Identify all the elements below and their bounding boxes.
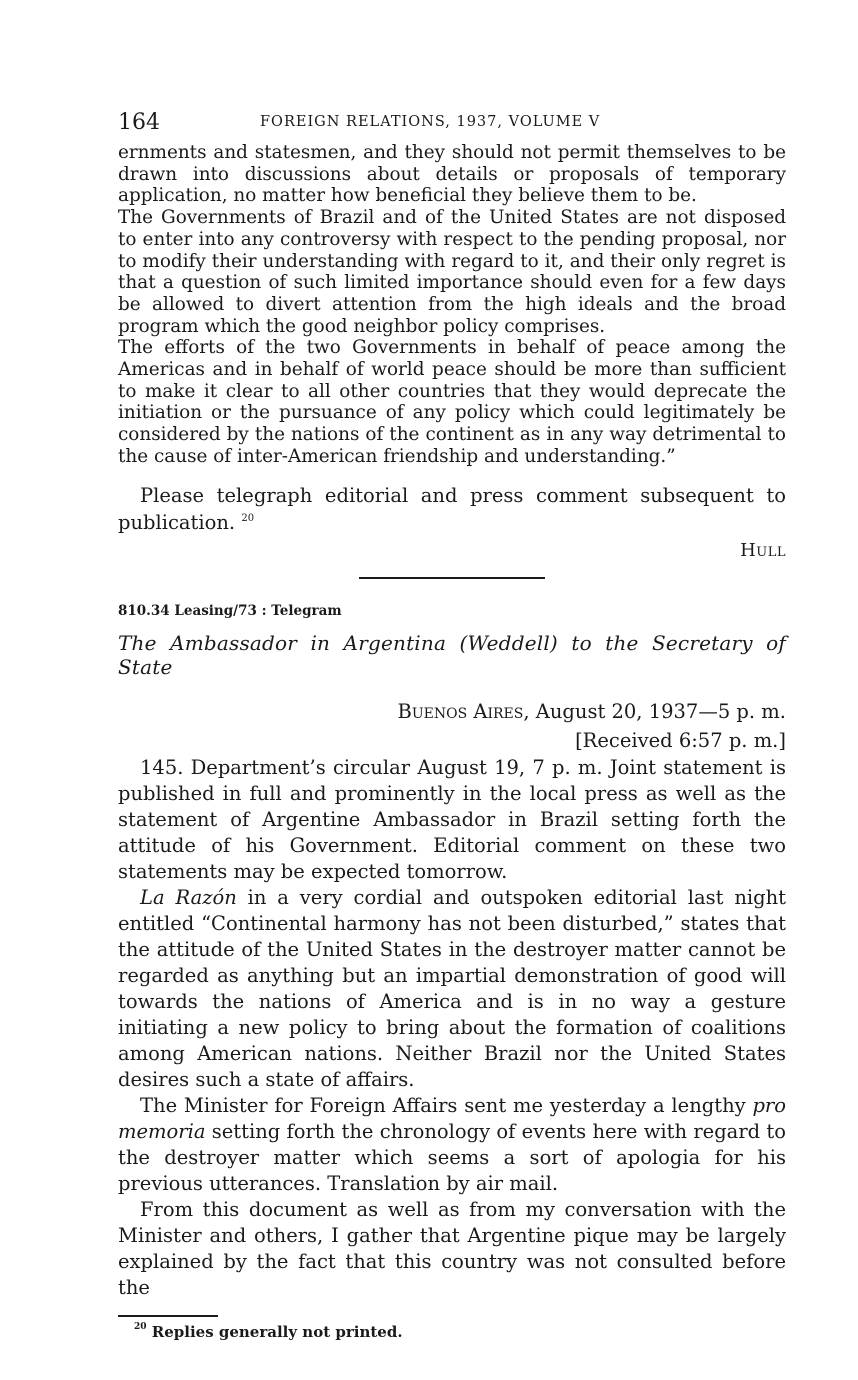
quoted-statement [118,142,786,468]
footnote [118,1323,786,1341]
body-paragraph-3 [118,1093,786,1197]
telegram-body [118,755,786,1301]
date: , August 20, 1937—5 p. m. [523,699,786,723]
file-reference: 810.34 Leasing/73 : Telegram [118,602,342,619]
place: Buenos Aires [397,699,524,723]
body-paragraph-3-b: setting forth the chronology of events here with regard to the destroyer matter which seems a sort of apologia for his previous utterances. Translation by air mail. [118,1119,786,1195]
quote-paragraph-2: The Governments of Brazil and of the United States are not disposed to enter into any controversy with respect to the pending proposal, nor to modify their understanding with regard to it, and their only regret is that a question of such limited importance should even for a few days be allowed to divert attention from the high ideals and the broad program which the good neighbor policy comprises. [118,207,786,337]
received-time: [Received 6:57 p. m.] [575,728,786,752]
pro-memoria: pro memoria [118,1093,786,1143]
body-paragraph-2 [118,885,786,1093]
place-date [118,697,786,726]
page-number: 164 [118,110,160,135]
footnote-reference: 20 [241,512,255,524]
newspaper-name: La Razón [140,885,237,909]
body-paragraph-2-text: in a very cordial and outspoken editorial last night entitled “Continental harmony has not been disturbed,” states that the attitude of the United States in the destroyer matter cannot be regarded as anything but an impartial demonstration of good will towards the nations of America and is in no way a gesture initiating a new policy to bring about the formation of coalitions among American nations. Neither Brazil nor the United States desires such a state of affairs. [118,885,786,1091]
footnote-number: 20 [134,1321,147,1332]
document-title: The Ambassador in Argentina (Weddell) to the Secretary of State [118,630,786,679]
request-paragraph [118,482,786,536]
body-paragraph-4: From this document as well as from my conversation with the Minister and others, I gather that Argentine pique may be largely explained by the fact that this country was not consulted before the [118,1197,786,1299]
body-paragraph-1: 145. Department’s circular August 19, 7 p. m. Joint statement is published in full and prominently in the local press as well as the statement of Argentine Ambassador in Brazil setting forth the attitude of his Government. Editorial comment on these two statements may be expected tomorrow. [118,755,786,883]
section-divider [359,577,545,579]
quote-paragraph-3: The efforts of the two Governments in behalf of peace among the Americas and in behalf of world peace should be more than sufficient to make it clear to all other countries that they would deprecate the initiation or the pursuance of any policy which could legitimately be considered by the nations of the continent as in any way detrimental to the cause of inter-American friendship and understanding.” [118,337,786,467]
footnote-text: Replies generally not printed. [151,1322,403,1341]
request-text: Please telegraph editorial and press comment subsequent to publication. [118,483,786,534]
running-head-title: FOREIGN RELATIONS, 1937, VOLUME V [260,114,601,130]
running-head [118,108,786,142]
document-page [118,108,786,1341]
dateline [118,697,786,755]
footnote-rule [118,1315,218,1317]
quote-paragraph-1: ernments and statesmen, and they should not permit themselves to be drawn into discussions about details or proposals of temporary application, no matter how beneficial they believe them to be. [118,142,786,207]
body-paragraph-3-a: The Minister for Foreign Affairs sent me yesterday a lengthy [140,1093,753,1117]
signature: Hull [740,539,786,561]
